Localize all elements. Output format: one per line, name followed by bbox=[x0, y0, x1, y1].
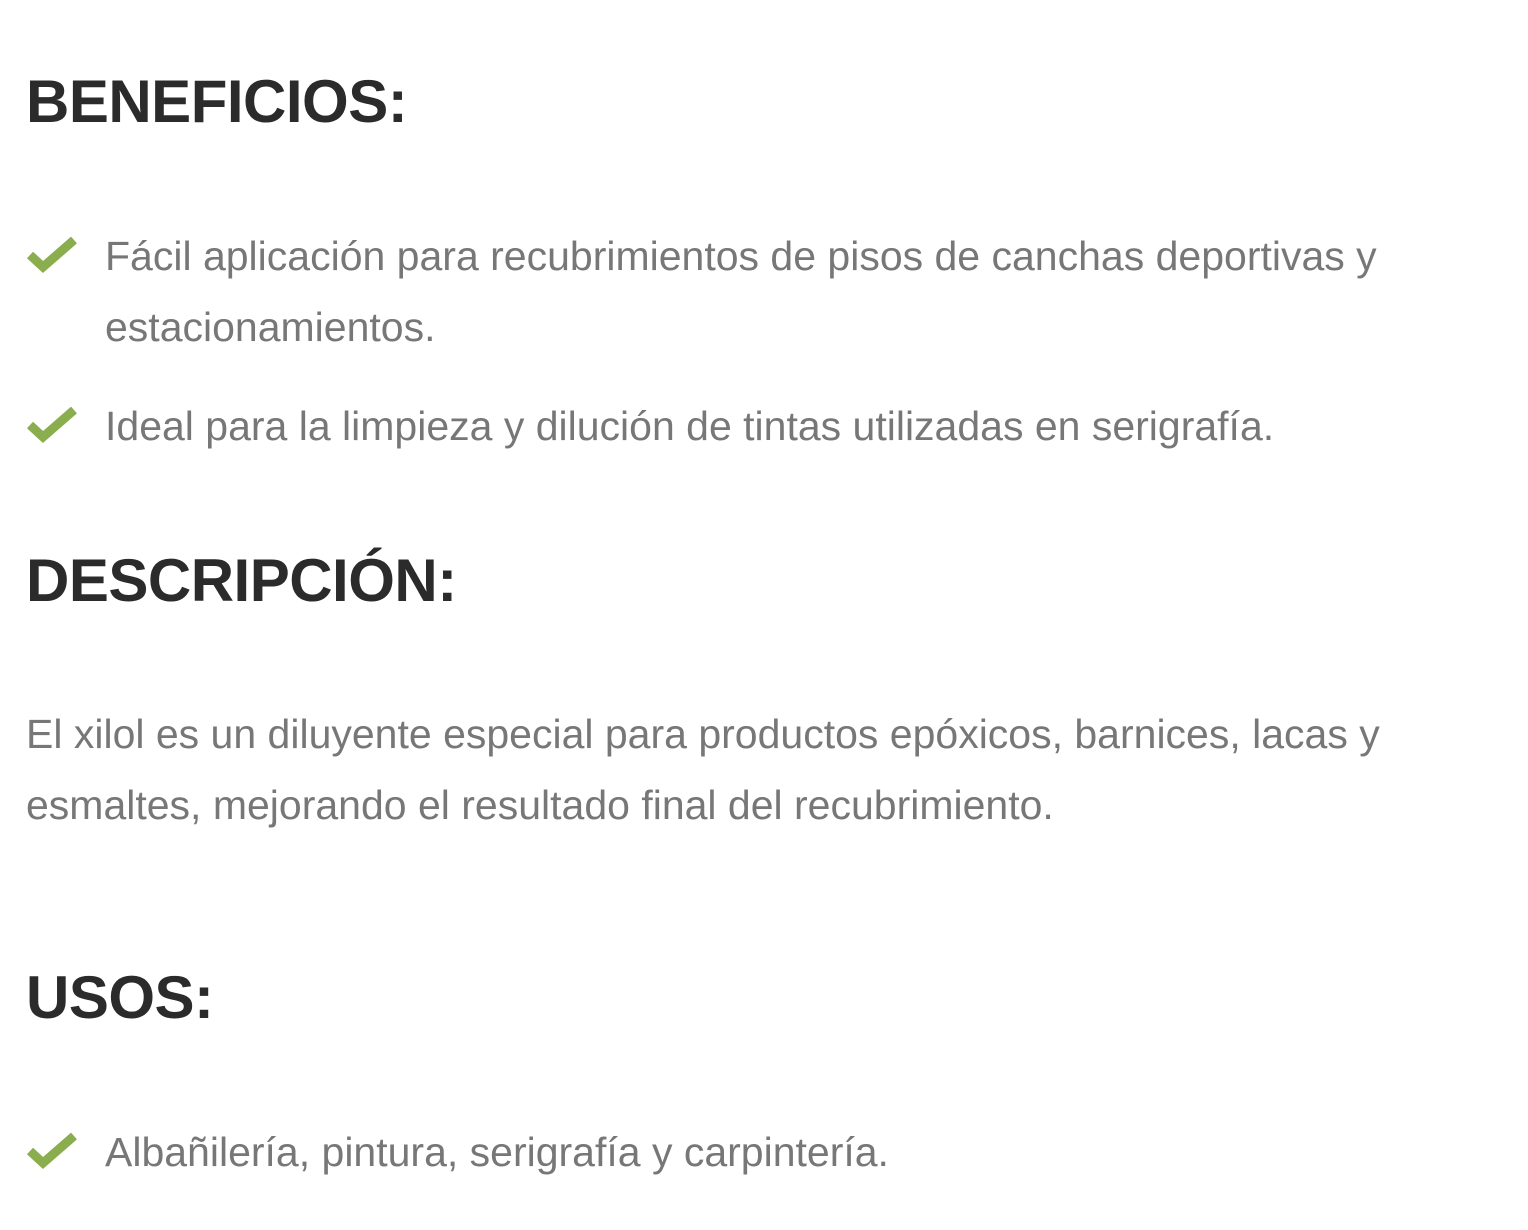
list-item bbox=[26, 221, 1486, 363]
check-icon bbox=[26, 404, 78, 444]
usos-list bbox=[26, 1117, 1486, 1188]
usos-heading: USOS: bbox=[26, 964, 214, 1031]
list-item bbox=[26, 391, 1486, 462]
list-item-text: Fácil aplicación para recubrimientos de pisos de canchas deportivas y estacionamientos. bbox=[105, 233, 1377, 350]
check-icon bbox=[26, 1130, 78, 1170]
descripcion-heading: DESCRIPCIÓN: bbox=[26, 547, 457, 614]
check-icon bbox=[26, 234, 78, 274]
list-item-text: Albañilería, pintura, serigrafía y carpintería. bbox=[105, 1129, 889, 1175]
beneficios-heading: BENEFICIOS: bbox=[26, 68, 408, 135]
descripcion-text: El xilol es un diluyente especial para productos epóxicos, barnices, lacas y esmaltes, mejorando el resultado final del recubrimiento. bbox=[26, 711, 1380, 828]
beneficios-list bbox=[26, 221, 1486, 462]
list-item-text: Ideal para la limpieza y dilución de tintas utilizadas en serigrafía. bbox=[105, 403, 1275, 449]
list-item bbox=[26, 1117, 1486, 1188]
